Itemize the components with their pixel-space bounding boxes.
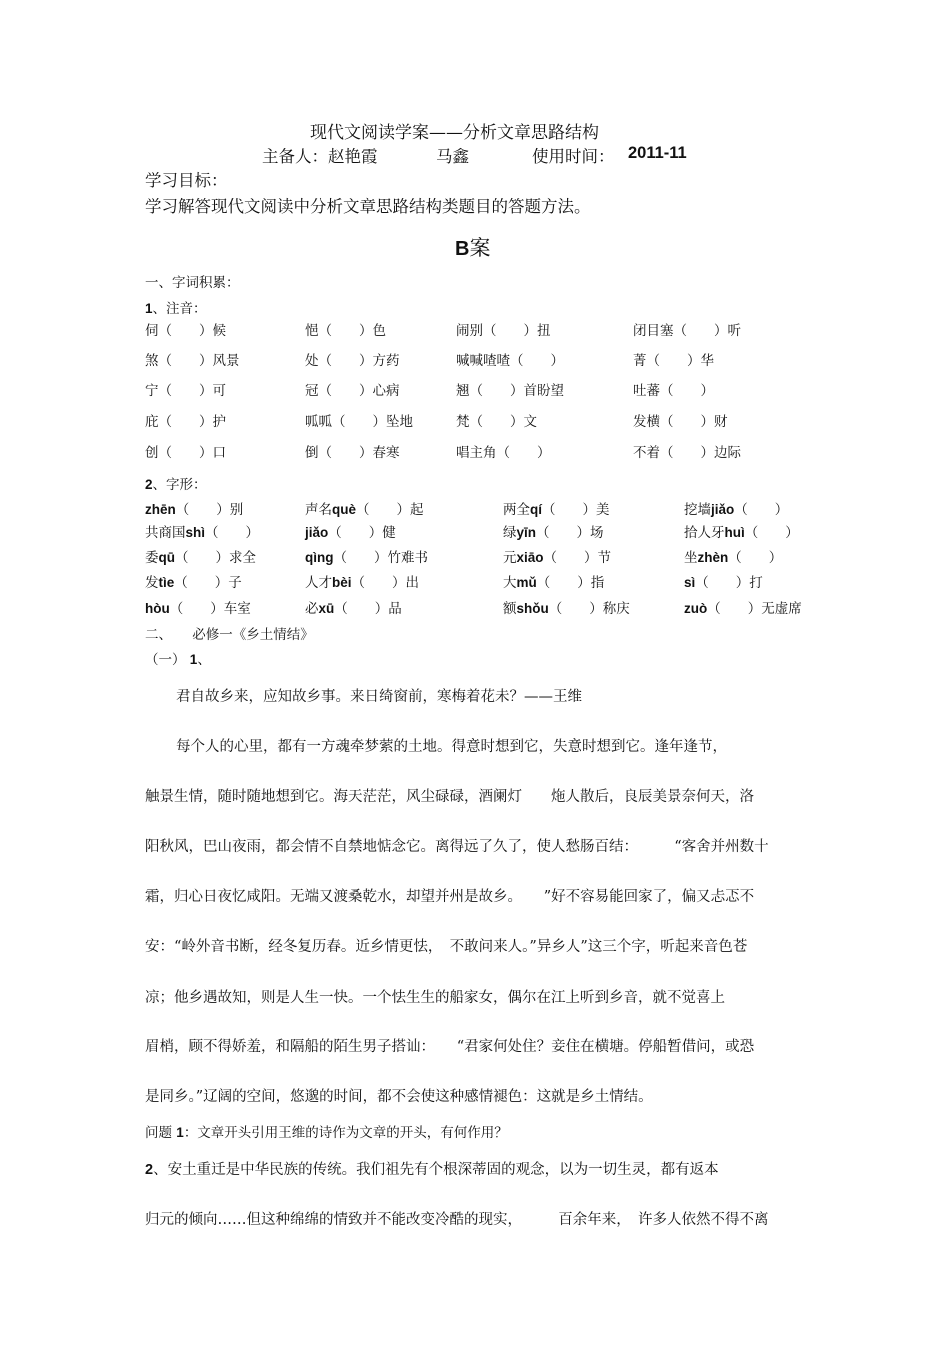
preparer-2: 马鑫 — [436, 147, 469, 166]
part2-sub-num: 1 — [189, 652, 198, 667]
zixing-blank: （ ）健 — [328, 525, 396, 541]
question-num: 1 — [176, 1125, 184, 1140]
zhuyin-item: 悒（ ）色 — [305, 323, 386, 339]
time-label: 使用时间： — [532, 147, 615, 166]
zhuyin-item: 吐蕃（ ） — [633, 383, 714, 399]
zhuyin-item: 翘（ ）首盼望 — [456, 383, 564, 399]
zhuyin-item: 闭目塞（ ）听 — [633, 323, 741, 339]
zixing-item — [305, 571, 419, 591]
zixing-pinyin: zhèn — [697, 550, 729, 565]
zixing-blank: （ ）车室 — [169, 601, 251, 617]
zixing-item — [503, 597, 630, 617]
zixing-prefix: 人才 — [305, 575, 332, 591]
zixing-blank: （ ）品 — [334, 601, 402, 617]
zixing-pinyin: hòu — [145, 601, 170, 616]
zixing-blank: （ ）美 — [542, 502, 610, 518]
zixing-pinyin: zhēn — [145, 502, 176, 517]
zixing-pinyin: mǔ — [516, 575, 537, 590]
zhuyin-item: 倒（ ）春寒 — [305, 445, 400, 461]
passage-line: 每个人的心里，都有一方魂牵梦萦的土地。得意时想到它，失意时想到它。逢年逢节， — [176, 739, 727, 755]
zixing-pinyin: shì — [185, 525, 206, 540]
zixing-pinyin: jiǎo — [711, 502, 735, 517]
passage-line: 安：“岭外音书断，经冬复历春。近乡情更怯， 不敢问来人。”异乡人”这三个字，听起来音色苍 — [145, 939, 748, 955]
zixing-blank: （ ）场 — [536, 525, 604, 541]
paragraph-2-num: 2 — [145, 1162, 154, 1178]
preparer-label: 主备人：赵艳霞 — [262, 147, 378, 166]
zhuyin-item: 呱呱（ ）坠地 — [305, 414, 413, 430]
zixing-item — [684, 521, 799, 541]
question-1 — [145, 1121, 508, 1141]
zixing-blank: （ ）指 — [536, 575, 605, 591]
zixing-pinyin: jiǎo — [305, 525, 329, 540]
zhuyin-item: 创（ ）口 — [145, 445, 226, 461]
zixing-prefix: 共商国 — [145, 525, 186, 541]
zhuyin-item: 伺（ ）候 — [145, 323, 226, 339]
zixing-blank: （ ） — [728, 550, 783, 566]
zixing-prefix: 拾人牙 — [684, 525, 725, 541]
paragraph-2-text-1: 、安土重迁是中华民族的传统。我们祖先有个根深蒂固的观念，以为一切生灵，都有返本 — [153, 1162, 719, 1178]
zixing-pinyin: zuò — [684, 601, 708, 616]
section-b-letter: B — [455, 238, 470, 260]
zixing-blank: （ ）竹难书 — [333, 550, 428, 566]
zixing-blank: （ ） — [744, 525, 799, 541]
zhuyin-text: 、注音： — [152, 301, 207, 317]
zhuyin-item: 发横（ ）财 — [633, 414, 728, 430]
zixing-blank: （ ）称庆 — [548, 601, 630, 617]
zixing-item — [145, 521, 259, 541]
zixing-prefix: 元 — [503, 550, 517, 566]
zixing-pinyin: yīn — [516, 525, 537, 540]
zixing-text: 、字形： — [152, 477, 207, 493]
zixing-prefix: 坐 — [684, 550, 698, 566]
zixing-pinyin: qìng — [305, 550, 334, 565]
part2-sub-heading — [145, 648, 211, 668]
question-pre: 问题 — [145, 1125, 172, 1141]
zhuyin-item: 处（ ）方药 — [305, 353, 400, 369]
zixing-prefix: 必 — [305, 601, 319, 617]
zixing-num: 2 — [145, 477, 153, 492]
zixing-item — [145, 597, 251, 617]
zixing-blank: （ ）别 — [175, 502, 244, 518]
passage-line: 阳秋风，巴山夜雨，都会情不自禁地惦念它。离得远了久了，使人愁肠百结： “客舍并州数十 — [145, 839, 769, 855]
document-title: 现代文阅读学案——分析文章思路结构 — [310, 123, 599, 143]
zixing-pinyin: què — [332, 502, 357, 517]
time-value: 2011-11 — [628, 144, 687, 162]
zixing-item — [145, 571, 242, 591]
zixing-pinyin: huì — [724, 525, 745, 540]
zixing-item — [145, 498, 243, 518]
zhuyin-item: 冠（ ）心病 — [305, 383, 400, 399]
zixing-blank: （ ） — [205, 525, 260, 541]
zixing-item — [305, 546, 428, 566]
zixing-pinyin: xū — [318, 601, 335, 616]
zixing-prefix: 大 — [503, 575, 517, 591]
zixing-prefix: 声名 — [305, 502, 332, 518]
zixing-item — [684, 546, 782, 566]
zixing-item — [503, 521, 604, 541]
zixing-pinyin: tìe — [158, 575, 175, 590]
zixing-blank: （ ）无虚席 — [707, 601, 802, 617]
zixing-item — [684, 597, 802, 617]
zixing-blank: （ ）打 — [695, 575, 763, 591]
zixing-item — [684, 571, 763, 591]
zhuyin-item: 庇（ ）护 — [145, 414, 226, 430]
zixing-pinyin: xiāo — [516, 550, 544, 565]
zhuyin-item: 闹别（ ）扭 — [456, 323, 551, 339]
zixing-prefix: 挖墙 — [684, 502, 711, 518]
preparer-line — [262, 143, 378, 167]
zhuyin-item: 喊喊喳喳（ ） — [456, 353, 564, 369]
part2-sub-tail: 、 — [197, 652, 211, 668]
zixing-item — [305, 498, 424, 518]
zhuyin-item: 不着（ ）边际 — [633, 445, 741, 461]
goal-label: 学习目标： — [145, 171, 228, 190]
zhuyin-item: 煞（ ）风景 — [145, 353, 240, 369]
zhuyin-item: 唱主角（ ） — [456, 445, 551, 461]
part2-sub-label: （一） — [145, 652, 186, 668]
zixing-prefix: 绿 — [503, 525, 517, 541]
zixing-pinyin: qí — [530, 502, 542, 517]
passage-line: 凉；他乡遇故知，则是人生一快。一个怯生生的船家女，偶尔在江上听到乡音，就不觉喜上 — [145, 990, 725, 1006]
zixing-item — [503, 571, 604, 591]
zixing-pinyin: shǒu — [516, 601, 549, 616]
zixing-item — [503, 546, 611, 566]
zixing-item — [305, 597, 402, 617]
section-b-word: 案 — [469, 236, 491, 260]
zixing-blank: （ ）子 — [174, 575, 242, 591]
zhuyin-num: 1 — [145, 301, 153, 316]
zixing-blank: （ ）出 — [351, 575, 420, 591]
zixing-blank: （ ）求全 — [175, 550, 256, 566]
zixing-blank: （ ）节 — [543, 550, 612, 566]
zixing-item — [503, 498, 610, 518]
passage-line: 眉梢，顾不得娇羞，和隔船的陌生男子搭讪： “君家何处住？妾住在横塘。停船暂借问，或恐 — [145, 1039, 755, 1055]
question-text: ：文章开头引用王维的诗作为文章的开头，有何作用？ — [183, 1125, 508, 1141]
zhuyin-item: 梵（ ）文 — [456, 414, 537, 430]
zixing-pinyin: sì — [684, 575, 696, 590]
zhuyin-item: 宁（ ）可 — [145, 383, 226, 399]
passage-line: 触景生情，随时随地想到它。海天茫茫，风尘碌碌，酒阑灯 炧人散后，良辰美景奈何天，洛 — [145, 789, 754, 805]
zixing-item — [684, 498, 788, 518]
paragraph-2-line-1 — [145, 1158, 719, 1179]
zixing-blank: （ ）起 — [356, 502, 424, 518]
zhuyin-item: 菁（ ）华 — [633, 353, 714, 369]
part1-heading: 一、字词积累： — [145, 275, 240, 291]
zixing-item — [305, 521, 396, 541]
zixing-blank: （ ） — [734, 502, 789, 518]
zixing-heading — [145, 473, 207, 493]
part2-heading: 二、 必修一《乡土情结》 — [145, 627, 314, 643]
zixing-pinyin: bèi — [332, 575, 352, 590]
goal-text: 学习解答现代文阅读中分析文章思路结构类题目的答题方法。 — [145, 197, 591, 216]
zixing-prefix: 两全 — [503, 502, 530, 518]
paragraph-2-line-2: 归元的倾向……但这种绵绵的情致并不能改变冷酷的现实， 百余年来， 许多人依然不得不离 — [145, 1212, 769, 1228]
poem-quote: 君自故乡来，应知故乡事。来日绮窗前，寒梅着花未？——王维 — [176, 689, 582, 705]
section-b-heading — [455, 232, 490, 262]
zixing-item — [145, 546, 256, 566]
passage-line: 霜，归心日夜忆咸阳。无端又渡桑乾水，却望并州是故乡。 ”好不容易能回家了，偏又忐忑不 — [145, 889, 755, 905]
zixing-prefix: 委 — [145, 550, 159, 566]
zixing-prefix: 发 — [145, 575, 159, 591]
zhuyin-heading — [145, 297, 207, 317]
zixing-pinyin: qū — [158, 550, 175, 565]
passage-line: 是同乡。”辽阔的空间，悠邈的时间，都不会使这种感情褪色：这就是乡土情结。 — [145, 1089, 653, 1105]
zixing-prefix: 额 — [503, 601, 517, 617]
